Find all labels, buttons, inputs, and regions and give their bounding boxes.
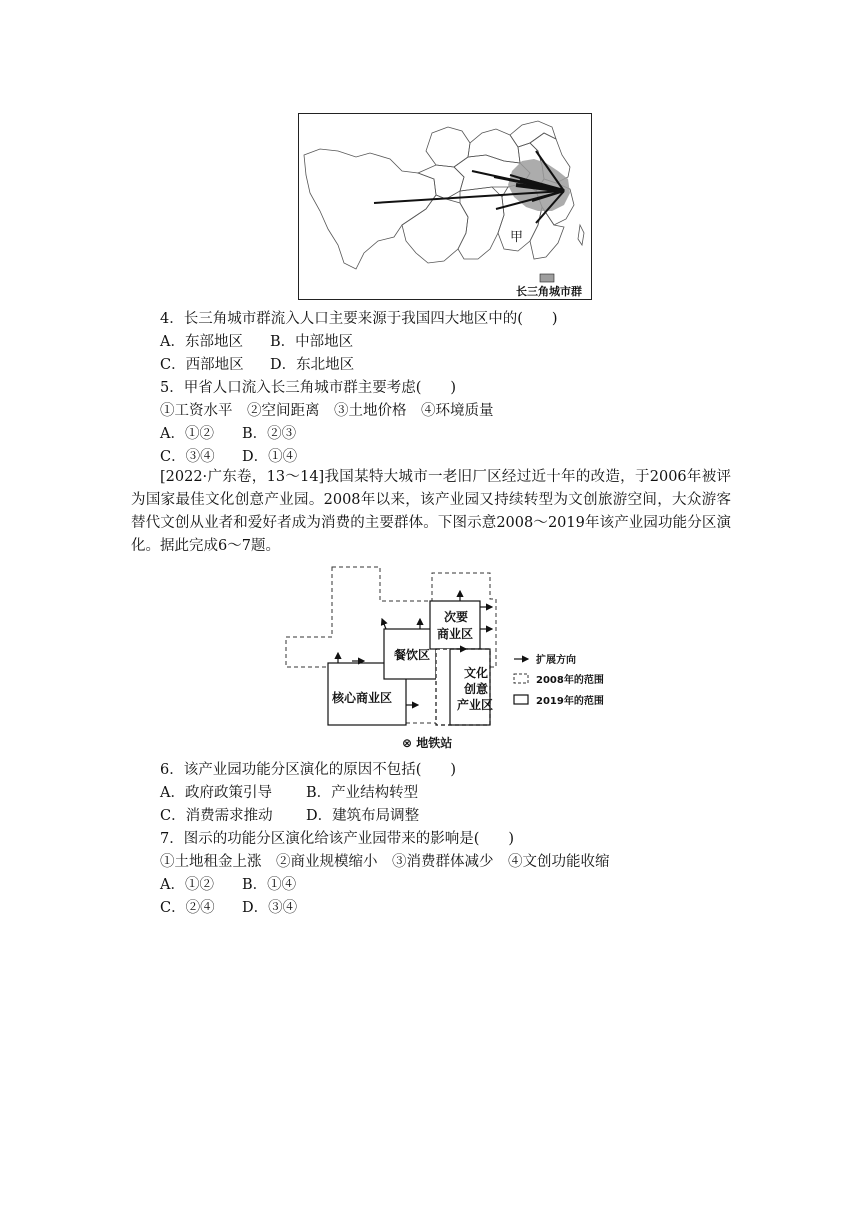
q4-options-row2 — [160, 355, 354, 375]
legend-2008-swatch — [514, 674, 528, 683]
q4-option-c: C．西部地区 — [160, 357, 244, 373]
q5-option-c: C．③④ — [160, 449, 215, 465]
metro-station-label: ⊗ 地铁站 — [402, 736, 453, 750]
legend-2019-swatch — [514, 695, 528, 704]
q4-options-row1 — [160, 332, 353, 352]
q4-option-a: A．东部地区 — [160, 334, 243, 350]
legend-2019-label: 2019年的范围 — [536, 696, 604, 707]
zone-label-culture-2: 创意 — [464, 682, 489, 696]
q5-options-row2 — [160, 447, 297, 467]
q7-stem: 7．图示的功能分区演化给该产业园带来的影响是( ) — [160, 831, 515, 847]
legend-2008-label: 2008年的范围 — [536, 675, 604, 686]
expansion-arrow — [382, 619, 386, 629]
q6-option-d: D．建筑布局调整 — [306, 808, 420, 824]
q5-option-d: D．①④ — [242, 449, 298, 465]
q5-option-b: B．②③ — [242, 426, 297, 442]
q5-stem: 5．甲省人口流入长三角城市群主要考虑( ) — [160, 380, 457, 396]
q7-options-row2 — [160, 898, 297, 918]
q5-option-a: A．①② — [160, 426, 214, 442]
zone-label-culture-3: 产业区 — [457, 698, 494, 712]
map-legend-label: 长三角城市群 — [516, 285, 582, 298]
q7-option-d: D．③④ — [242, 900, 298, 916]
zone-label-secondary-2: 商业区 — [437, 627, 474, 641]
passage-text: [2022·广东卷，13～14]我国某特大城市一老旧厂区经过近十年的改造，于2006年被评为国家最佳文化创意产业园。2008年以来，该产业园又持续转型为文创旅游空间，大众游客替代文创从业者和爱好者成为消费的主要群体。下图示意2008～2019年该产业园功能分区演化。据此完成6～7题。 — [131, 469, 731, 554]
map-legend-swatch — [540, 274, 554, 282]
zone-label-secondary-1: 次要 — [444, 610, 469, 624]
q6-option-c: C．消费需求推动 — [160, 808, 273, 824]
zone-secondary-commercial — [430, 601, 480, 649]
q7-items: ①土地租金上涨 ②商业规模缩小 ③消费群体减少 ④文创功能收缩 — [160, 854, 610, 870]
map-label-jia: 甲 — [510, 230, 524, 245]
q6-options-row1 — [160, 783, 418, 803]
q5-options-row1 — [160, 424, 296, 444]
q5-items: ①工资水平 ②空间距离 ③土地价格 ④环境质量 — [160, 403, 494, 419]
q7-option-a: A．①② — [160, 877, 214, 893]
q6-stem: 6．该产业园功能分区演化的原因不包括( ) — [160, 762, 457, 778]
zone-label-core: 核心商业区 — [332, 691, 393, 705]
china-migration-map — [298, 113, 592, 300]
q6-option-b: B．产业结构转型 — [306, 785, 419, 801]
q4-option-d: D．东北地区 — [270, 357, 355, 373]
industrial-park-zone-diagram — [280, 563, 610, 755]
q6-options-row2 — [160, 806, 419, 826]
legend-arrow-label: 扩展方向 — [536, 655, 576, 666]
zone-label-food: 餐饮区 — [394, 648, 431, 662]
zone-label-culture-1: 文化 — [464, 666, 489, 680]
q4-stem: 4．长三角城市群流入人口主要来源于我国四大地区中的( ) — [160, 311, 558, 327]
q7-options-row1 — [160, 875, 296, 895]
q6-option-a: A．政府政策引导 — [160, 785, 272, 801]
q7-option-b: B．①④ — [242, 877, 297, 893]
q7-option-c: C．②④ — [160, 900, 215, 916]
q4-option-b: B．中部地区 — [270, 334, 354, 350]
